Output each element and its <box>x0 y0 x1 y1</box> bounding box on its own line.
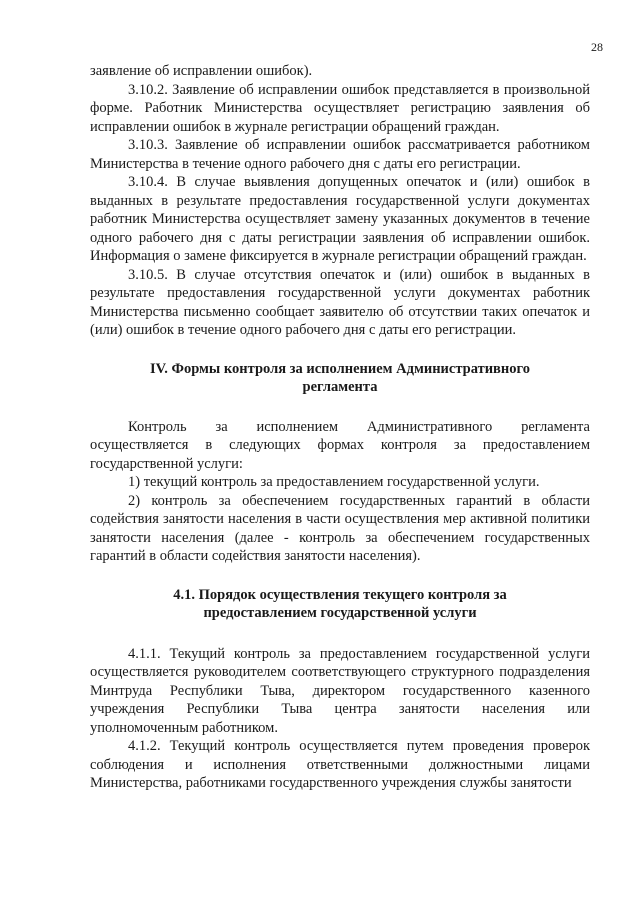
paragraph: заявление об исправлении ошибок). <box>90 63 313 79</box>
list-item: 1) текущий контроль за предоставлением государственной услуги. <box>128 474 540 490</box>
paragraph: 3.10.4. В случае выявления допущенных опечаток и (или) ошибок в выданных в результате предоставления государственной услуги документах работник Министерства осуществляет замену указанных документов в течение одного рабочего дня с даты регистрации заявления об исправлении ошибок. Информация о замене фиксируется в журнале регистрации обращений граждан. <box>90 174 590 264</box>
paragraph: Контроль за исполнением Административного регламента осуществляется в следующих формах контроля за предоставлением государственной услуги: <box>90 418 590 472</box>
subsection-heading: 4.1. Порядок осуществления текущего контроля за предоставлением государственной услуги <box>173 586 507 621</box>
paragraph: 3.10.3. Заявление об исправлении ошибок рассматривается работником Министерства в течение одного рабочего дня с даты его регистрации. <box>90 137 590 172</box>
paragraph: 3.10.2. Заявление об исправлении ошибок представляется в произвольной форме. Работник Министерства осуществляет регистрацию заявления об исправлении ошибок в журнале регистрации обращений граждан. <box>90 81 590 135</box>
section-heading: IV. Формы контроля за исполнением Административного регламента <box>150 360 530 395</box>
paragraph: 3.10.5. В случае отсутствия опечаток и (или) ошибок в выданных в результате предоставления государственной услуги документах работник Министерства письменно сообщает заявителю об отсутствии таких опечаток и (или) ошибок в течение одного рабочего дня с даты его регистрации. <box>90 266 590 338</box>
paragraph: 4.1.2. Текущий контроль осуществляется путем проведения проверок соблюдения и исполнения ответственными должностными лицами Министерства, работниками государственного учреждения службы занятости <box>90 738 590 791</box>
page-number: 28 <box>591 40 603 54</box>
paragraph: 4.1.1. Текущий контроль за предоставлением государственной услуги осуществляется руководителем соответствующего структурного подразделения Минтруда Республики Тыва, директором государственного казенного учреждения Республики Тыва центра занятости населения или уполномоченным работником. <box>90 645 590 736</box>
document-body <box>90 62 590 793</box>
list-item: 2) контроль за обеспечением государственных гарантий в области содействия занятости населения в части осуществления мер активной политики занятости населения (далее - контроль за обеспечением государственных гарантий в области содействия занятости населения). <box>90 492 590 564</box>
